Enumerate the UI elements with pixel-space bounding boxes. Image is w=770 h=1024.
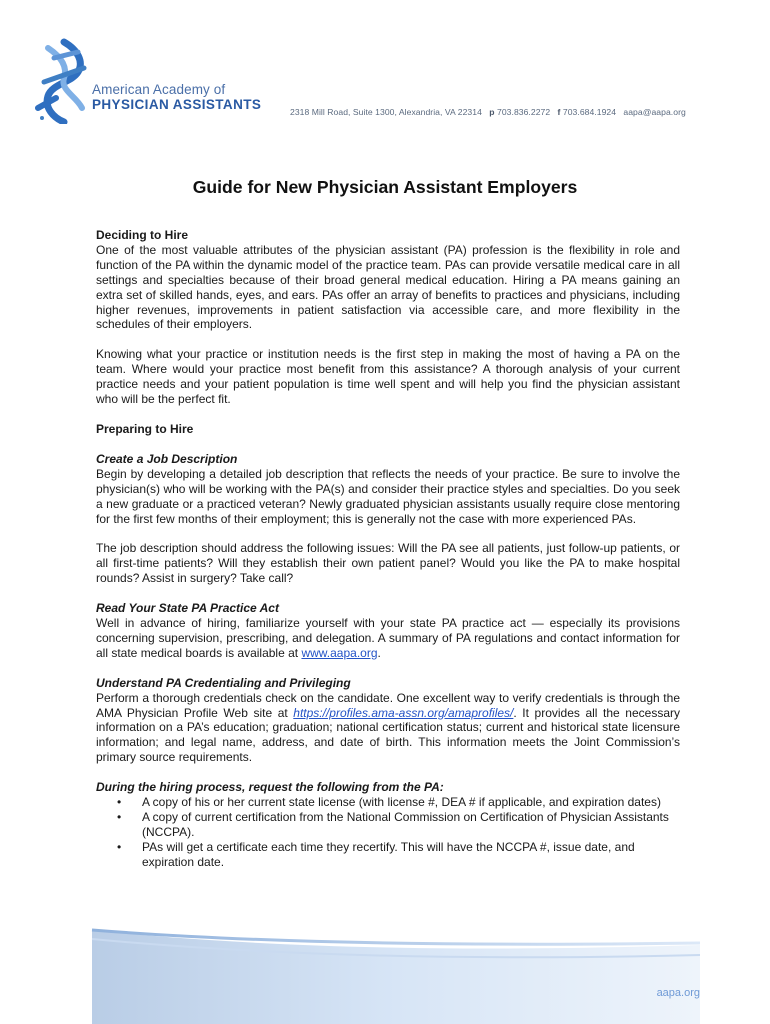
list-item: • A copy of current certification from the National Commission on Certification of Physician Assistants (NCCPA). — [117, 810, 669, 839]
organization-name-line2: PHYSICIAN ASSISTANTS — [92, 97, 262, 112]
fax: 703.684.1924 — [562, 107, 617, 117]
credentialing-text-2: . It provides all the necessary information on a PA’s education; graduation; national certification status; current and historical state licensure information; and legal name, address, and date of birth. This information meets the Joint Commission’s primary source requirements. — [96, 705, 680, 765]
deciding-paragraph-1: One of the most valuable attributes of the physician assistant (PA) profession is the flexibility in role and function of the PA within the dynamic model of the practice team. PAs can provide versatile medical care in all settings and specialties because of their broad general medical education. Hiring a PA means gaining an extra set of skilled hands, eyes, and ears. PAs offer an array of benefits to practices and physicians, including higher revenues, improvements in patient satisfaction via accessible care, and more flexibility in the schedules of their employers. — [96, 242, 680, 332]
practice-act-text: Well in advance of hiring, familiarize yourself with your state PA practice act — especially its provisions concerning supervision, prescribing, and delegation. A summary of PA regulations and contact information for all state medical boards is available at — [96, 616, 680, 660]
practice-act-heading: Read Your State PA Practice Act — [96, 601, 279, 616]
bullet-icon: • — [117, 795, 122, 810]
aapa-logo-icon — [34, 38, 94, 124]
hiring-process-heading: During the hiring process, request the following from the PA: — [96, 780, 444, 795]
hiring-request-list — [96, 795, 680, 870]
deciding-heading: Deciding to Hire — [96, 228, 189, 242]
organization-contact — [290, 107, 686, 117]
practice-act-paragraph — [96, 616, 680, 661]
document-body — [96, 228, 680, 870]
bullet-icon: • — [117, 810, 122, 824]
footer-site: aapa.org — [656, 987, 700, 999]
organization-name — [92, 82, 261, 112]
preparing-heading: Preparing to Hire — [96, 421, 194, 436]
fax-label: f — [557, 107, 561, 117]
credentialing-paragraph — [96, 691, 680, 766]
footer-wave-decoration — [0, 925, 770, 1024]
list-item: • PAs will get a certificate each time they recertify. This will have the NCCPA #, issue date, and expiration date. — [117, 839, 635, 869]
credentialing-text-1: Perform a thorough credentials check on the candidate. One excellent way to verify credentials is through the AMA Physician Profile Web site at — [96, 690, 680, 720]
credentialing-heading: Understand PA Credentialing and Privileging — [96, 675, 351, 690]
ama-profiles-link[interactable]: https://profiles.ama-assn.org/amaprofiles/ — [293, 705, 514, 720]
email: aapa@aapa.org — [623, 107, 686, 117]
practice-act-end: . — [377, 645, 381, 660]
organization-name-line1: American Academy of — [92, 82, 226, 97]
job-description-paragraph-1: Begin by developing a detailed job description that reflects the needs of your practice. Be sure to involve the physician(s) who will be working with the PA(s) and consider their practice styles and specialties. Do you seek a new graduate or a practiced veteran? Newly graduated physician assistants usually require close mentoring for the first few months of their employment; this is generally not the case with more experienced PAs. — [96, 466, 680, 526]
job-description-paragraph-2: The job description should address the following issues: Will the PA see all patients, just follow-up patients, or all first-time patients? Will they establish their own patient panel? Would you like the PA to make hospital rounds? Assist in surgery? Take call? — [96, 541, 680, 586]
aapa-link[interactable]: www.aapa.org — [301, 645, 378, 660]
page-title: Guide for New Physician Assistant Employers — [192, 177, 578, 197]
job-description-heading: Create a Job Description — [96, 451, 238, 466]
bullet-icon: • — [117, 839, 122, 854]
address: 2318 Mill Road, Suite 1300, Alexandria, VA 22314 — [290, 107, 482, 117]
deciding-paragraph-2: Knowing what your practice or institution needs is the first step in making the most of having a PA on the team. Where would your practice most benefit from this assistance? A thorough analysis of your current practice needs and your patient population is time well spent and will help you find the physician assistant who will be the perfect fit. — [96, 347, 680, 407]
list-item: • A copy of his or her current state license (with license #, DEA # if applicable, and expiration dates) — [117, 795, 661, 810]
phone: 703.836.2272 — [497, 107, 551, 117]
phone-label: p — [489, 107, 495, 117]
